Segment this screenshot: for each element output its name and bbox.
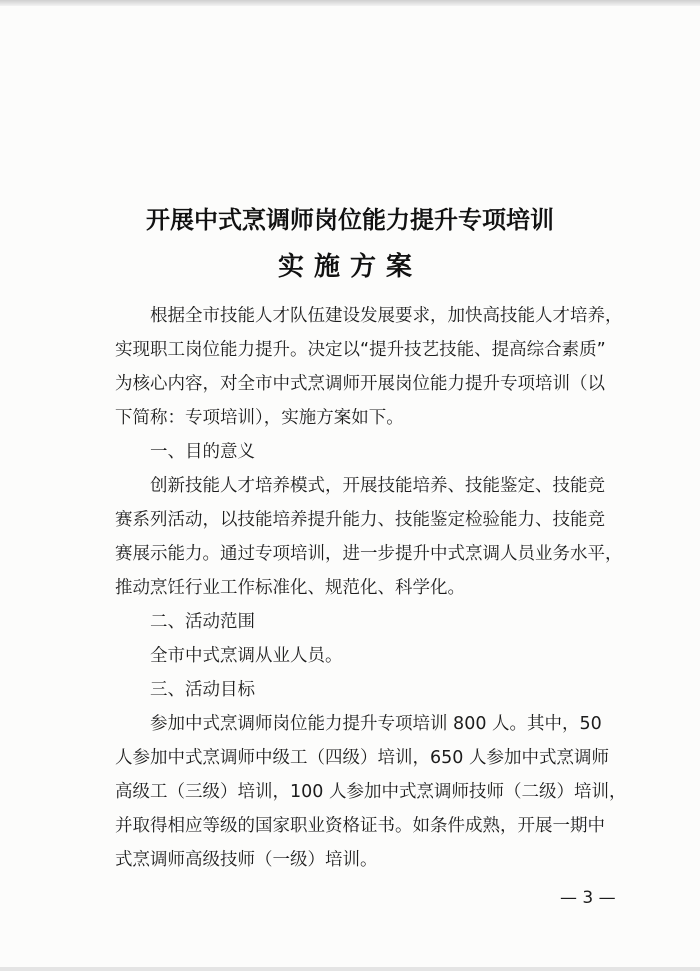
body-line: 根据全市技能人才队伍建设发展要求，加快高技能人才培养， bbox=[115, 306, 623, 326]
body-line: 人参加中式烹调师中级工（四级）培训，650 人参加中式烹调师 bbox=[115, 748, 609, 768]
scan-edge-top bbox=[0, 0, 700, 6]
body-line: 全市中式烹调从业人员。 bbox=[115, 646, 343, 666]
body-line: 创新技能人才培养模式，开展技能培养、技能鉴定、技能竞 bbox=[115, 476, 605, 496]
body-line: 赛系列活动，以技能培养提升能力、技能鉴定检验能力、技能竞 bbox=[115, 510, 605, 530]
document-title-line-2: 实施方案 bbox=[277, 252, 422, 282]
section-heading-goals: 三、活动目标 bbox=[115, 680, 255, 700]
body-line: 式烹调师高级技师（一级）培训。 bbox=[115, 850, 378, 870]
document-title-line-1: 开展中式烹调师岗位能力提升专项培训 bbox=[146, 205, 554, 234]
body-line: 高级工（三级）培训，100 人参加中式烹调师技师（二级）培训， bbox=[115, 782, 627, 802]
page-number: — 3 — bbox=[560, 888, 616, 908]
body-line: 赛展示能力。通过专项培训，进一步提升中式烹调人员业务水平， bbox=[115, 544, 623, 564]
body-line: 实现职工岗位能力提升。决定以“提升技艺技能、提高综合素质” bbox=[115, 340, 606, 360]
body-line: 并取得相应等级的国家职业资格证书。如条件成熟，开展一期中 bbox=[115, 816, 605, 836]
body-line: 参加中式烹调师岗位能力提升专项培训 800 人。其中，50 bbox=[115, 714, 602, 734]
body-line: 下简称：专项培训），实施方案如下。 bbox=[115, 408, 404, 428]
body-line: 推动烹饪行业工作标准化、规范化、科学化。 bbox=[115, 578, 465, 598]
scan-edge-bottom bbox=[0, 967, 700, 971]
section-heading-purpose: 一、目的意义 bbox=[115, 442, 255, 462]
section-heading-scope: 二、活动范围 bbox=[115, 612, 255, 632]
body-line: 为核心内容，对全市中式烹调师开展岗位能力提升专项培训（以 bbox=[115, 374, 605, 394]
